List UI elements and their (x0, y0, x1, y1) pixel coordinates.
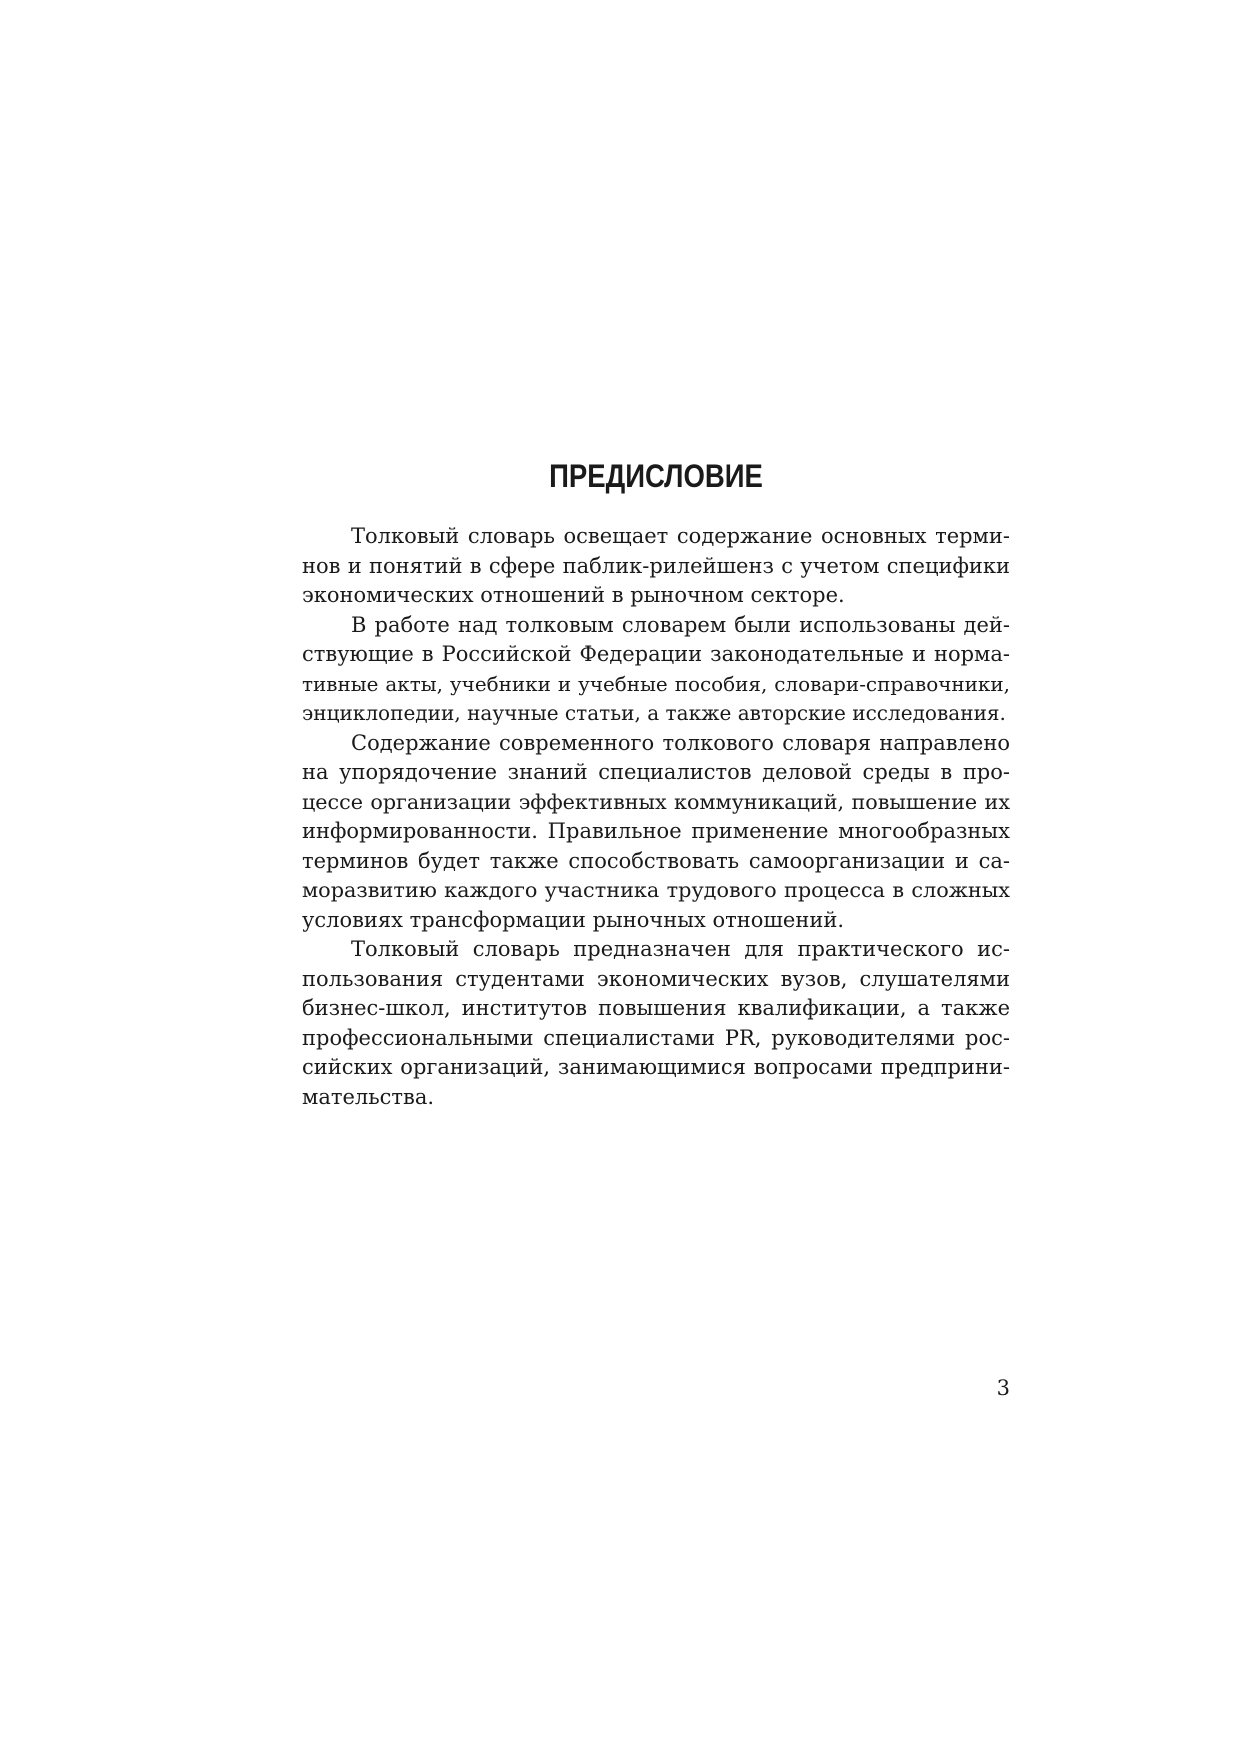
text-line: моразвитию каждого участника трудового процесса в сложных (302, 878, 1010, 902)
text-line: на упорядочение знаний специалистов деловой среды в про- (302, 760, 1010, 784)
text-line: бизнес-школ, институтов повышения квалификации, а также (302, 996, 1010, 1020)
text-line: В работе над толковым словарем были использованы дей- (351, 612, 1010, 637)
text-line: Толковый словарь предназначен для практического ис- (351, 937, 1010, 961)
paragraph (302, 611, 1010, 729)
text-line: тивные акты, учебники и учебные пособия, словари-справочники, (302, 672, 1010, 696)
preface-body (302, 522, 1010, 1112)
text-line: условиях трансформации рыночных отношений. (302, 907, 845, 932)
text-line: цессе организации эффективных коммуникаций, повышение их (302, 789, 1010, 814)
paragraph (302, 935, 1010, 1112)
text-line: экономических отношений в рыночном секторе. (302, 583, 845, 607)
text-line: пользования студентами экономических вузов, слушателями (302, 966, 1010, 991)
page-number: 3 (996, 1376, 1010, 1400)
text-line: сийских организаций, занимающимися вопросами предприни- (302, 1055, 1010, 1079)
paragraph (302, 729, 1010, 936)
text-line: Содержание современного толкового словаря направлено (351, 730, 1010, 755)
text-line: нов и понятий в сфере паблик-рилейшенз с учетом специфики (302, 553, 1010, 578)
page-title: ПРЕДИСЛОВИЕ (549, 458, 763, 494)
text-line: ствующие в Российской Федерации законодательные и норма- (302, 642, 1010, 666)
paragraph (302, 522, 1010, 611)
text-line: терминов будет также способствовать самоорганизации и са- (302, 848, 1010, 873)
text-line: Толковый словарь освещает содержание основных терми- (351, 524, 1010, 548)
text-line: мательства. (302, 1084, 435, 1109)
text-line: профессиональными специалистами PR, руководителями рос- (302, 1025, 1010, 1050)
text-line: информированности. Правильное применение многообразных (302, 819, 1010, 843)
text-line: энциклопедии, научные статьи, а также авторские исследования. (302, 701, 1006, 725)
